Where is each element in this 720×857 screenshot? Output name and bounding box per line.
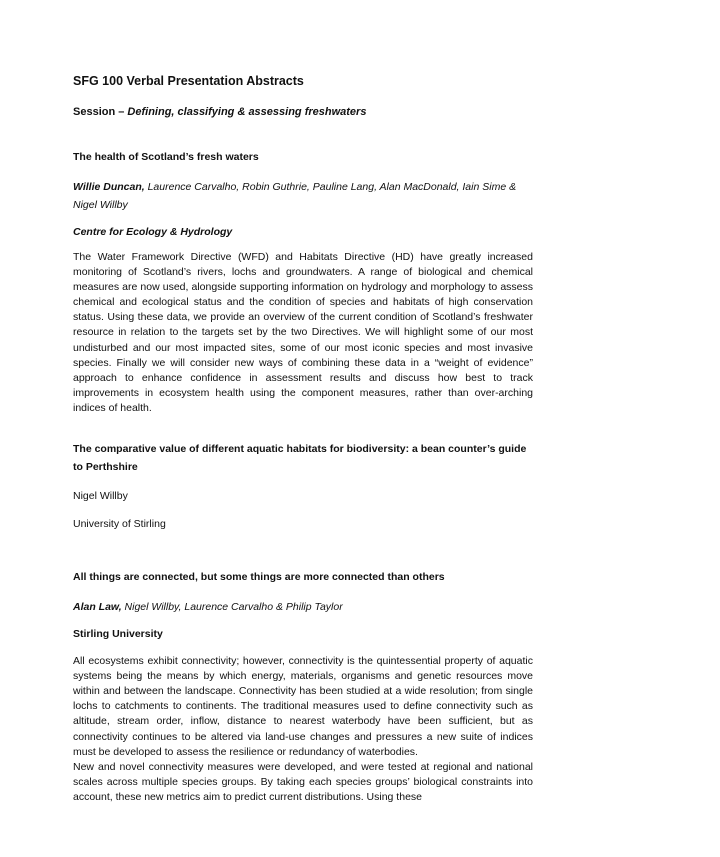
- session-heading: [73, 104, 533, 120]
- author-list: [73, 598, 533, 616]
- abstract-body-paragraph: New and novel connectivity measures were developed, and were tested at regional and national scales across multiple species groups. By taking each species groups’ biological constraints into account, these new metrics aim to predict current distributions. Using these: [73, 760, 533, 803]
- co-authors: Laurence Carvalho, Robin Guthrie, Pauline Lang, Alan MacDonald, Iain Sime & Nigel Willby: [73, 181, 517, 211]
- affiliation: Stirling University: [73, 628, 163, 641]
- abstract-all-things-connected: [73, 568, 533, 805]
- abstract-title: All things are connected, but some things are more connected than others: [73, 571, 445, 584]
- session-prefix: Session –: [73, 106, 128, 118]
- abstract-body: The Water Framework Directive (WFD) and Habitats Directive (HD) have greatly increased monitoring of Scotland’s rivers, lochs and groundwaters. A range of biological and chemical measures are now used, alongside supporting information on hydrology and morphology to assess chemical and ecological status and the condition of species and habitats of high conservation status. Using these data, we provide an overview of the current condition of Scotland’s freshwater resource in relation to the targets set by the two Directives. We will highlight some of our most undisturbed and our most impacted sites, some of our most iconic species and most invasive species. Finally we will consider new ways of combining these data in a “weight of evidence” approach to enhance confidence in assessment results and discuss how best to track improvements in ecosystem health using the component measures, rather than over-arching indices of health.: [73, 251, 533, 414]
- abstract-title: The health of Scotland’s fresh waters: [73, 151, 259, 163]
- abstract-body-paragraph: All ecosystems exhibit connectivity; however, connectivity is the quintessential property of aquatic systems being the means by which energy, materials, organisms and genetic resources move within and between the landscape. Connectivity has been studied at a wide resolution; from single lochs to catchments to continents. The traditional measures used to define connectivity such as altitude, stream order, inflow, distance to nearest waterbody have been sufficient, but as connectivity continues to be altered via land-use changes and pressures a new suite of indices must be developed to assess the resilience or redundancy of waterbodies.: [73, 655, 533, 758]
- presenting-author: Alan Law,: [73, 601, 122, 614]
- abstract-health-of-scotlands-waters: [73, 148, 533, 416]
- session-topic: Defining, classifying & assessing freshwaters: [127, 106, 367, 118]
- author-name: Nigel Willby: [73, 490, 128, 503]
- document-page: [73, 72, 533, 805]
- affiliation: University of Stirling: [73, 518, 166, 531]
- abstract-title: The comparative value of different aquatic habitats for biodiversity: a bean counter’s guide to Perthshire: [73, 443, 527, 474]
- affiliation: Centre for Ecology & Hydrology: [73, 226, 233, 238]
- presenting-author: Willie Duncan,: [73, 181, 145, 193]
- document-title: SFG 100 Verbal Presentation Abstracts: [73, 74, 304, 88]
- co-authors: Nigel Willby, Laurence Carvalho & Philip Taylor: [121, 601, 343, 614]
- abstract-bean-counters-guide: [73, 440, 533, 532]
- author-list: [73, 178, 533, 214]
